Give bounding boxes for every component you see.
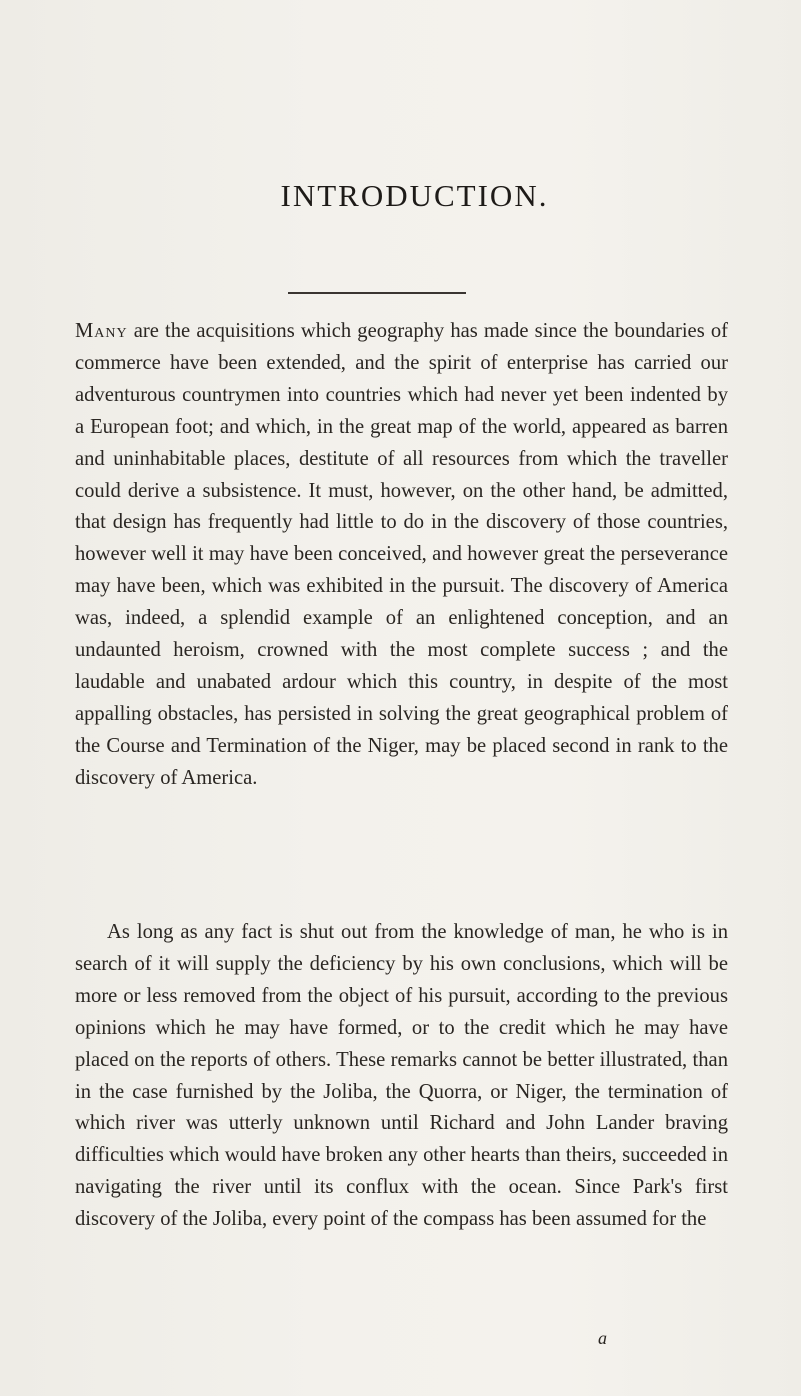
paragraph-1 bbox=[75, 316, 728, 795]
paragraph-1-lead-word: Many bbox=[75, 320, 128, 342]
paragraph-2: As long as any fact is shut out from the knowledge of man, he who is in search of it will supply the deficiency by his own conclusions, which will be more or less removed from the object of his pursuit, according to the previous opinions which he may have formed, or to the credit which he may have placed on the reports of others. These remarks cannot be better illustrated, than in the case furnished by the Joliba, the Quorra, or Niger, the termination of which river was utterly unknown until Richard and John Lander braving difficulties which would have broken any other hearts than theirs, succeeded in navigating the river until its conflux with the ocean. Since Park's first discovery of the Joliba, every point of the compass has been assumed for the bbox=[75, 921, 728, 1231]
title-divider bbox=[288, 292, 466, 294]
chapter-title: INTRODUCTION. bbox=[280, 178, 549, 213]
paragraph-1-text: are the acquisitions which geography has made since the boundaries of commerce have been extended, and the spirit of enterprise has carried our adventurous countrymen into countries which had never yet been indented by a European foot; and which, in the great map of the world, appeared as barren and uninhabitable places, destitute of all resources from which the traveller could derive a subsistence. It must, however, on the other hand, be admitted, that design has frequently had little to do in the discovery of those countries, however well it may have been conceived, and however great the perseverance may have been, which was exhibited in the pursuit. The discovery of America was, indeed, a splendid example of an enlightened conception, and an undaunted heroism, crowned with the most complete success ; and the laudable and unabated ardour which this country, in despite of the most appalling obstacles, has persisted in solving the great geographical problem of the Course and Termination of the Niger, may be placed second in rank to the discovery of America. bbox=[75, 320, 728, 789]
signature-mark: a bbox=[598, 1328, 607, 1348]
